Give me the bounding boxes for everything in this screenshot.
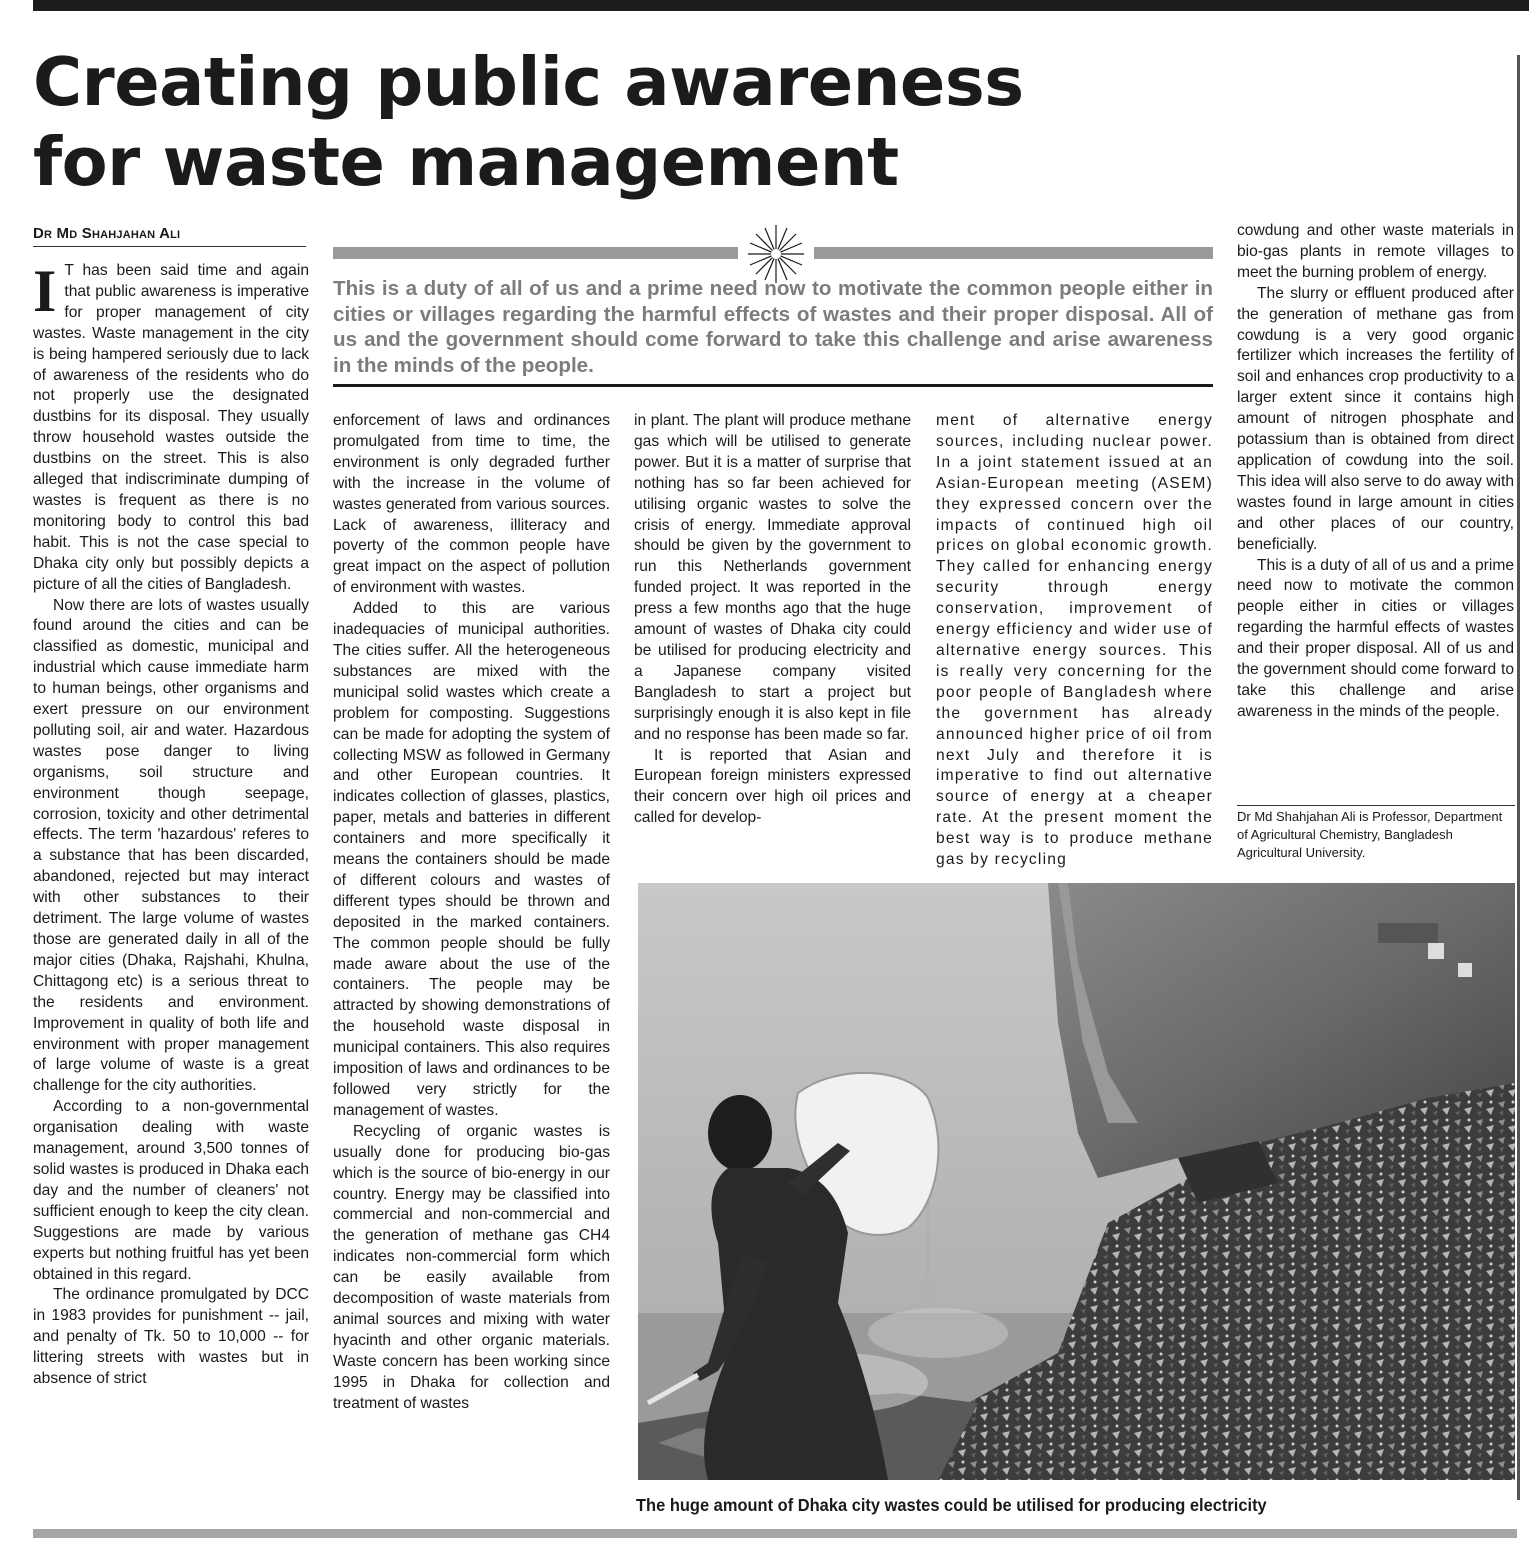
article-column-4	[936, 411, 1213, 871]
article-column-2	[333, 411, 610, 1415]
paragraph: ment of alternative energy sources, including nuclear power. In a joint statement issued at an Asian-European meeting (ASEM) they expressed concern over the impacts of continued high oil prices on global economic growth. They called for enhancing energy security through energy conservation, improvement of energy efficiency and wider use of alternative energy sources. This is really very concerning for the poor people of Bangladesh where the government has already announced higher price of oil from next July and therefore it is imperative to find out alternative source of energy at a cheaper rate. At the present moment the best way is to produce methane gas by recycling	[936, 412, 1213, 869]
photo-illustration	[638, 883, 1515, 1480]
article-photo	[638, 883, 1515, 1480]
photo-caption: The huge amount of Dhaka city wastes could be utilised for producing electricity	[636, 1495, 1267, 1515]
paragraph: cowdung and other waste materials in bio-gas plants in remote villages to meet the burning problem of energy.	[1237, 222, 1514, 281]
paragraph: This is a duty of all of us and a prime need now to motivate the common people either in cities or villages regarding the harmful effects of wastes and their proper disposal. All of us and the government should come forward to take this challenge and arise awareness in the minds of the people.	[1237, 556, 1514, 720]
paragraph: The slurry or effluent produced after the generation of methane gas from cowdung is a very good organic fertilizer which increases the fertility of soil and enhances crop productivity to a larger extent since it contains high amount of nitrogen phosphate and potassium than is obtained from direct application of cowdung into the soil. This idea will also serve to do away with wastes found in large amount in cities and other places of our country, beneficially.	[1237, 284, 1514, 553]
paragraph: I T has been said time and again that public awareness is imperative for proper management of city wastes. Waste management in the city is being hampered seriously due to lack of awareness of the residents who do not properly use the designated dustbins for its disposal. They usually throw household wastes outside the dustbins on the street. This is also alleged that indiscriminate dumping of wastes is frequent as there is no monitoring body to control this bad habit. This is not the case special to Dhaka city only but possibly depicts a picture of all the cities of Bangladesh.	[33, 258, 309, 593]
article-column-5	[1237, 221, 1514, 723]
paragraph: According to a non-governmental organisation dealing with waste management, around 3,500 tonnes of solid wastes is produced in Dhaka each day and the number of cleaners' not sufficient enough to keep the city clean. Suggestions are made by various experts but nothing fruitful has yet been obtained in this regard.	[33, 1098, 309, 1283]
author-byline: Dr Md Shahjahan Ali	[33, 224, 306, 247]
paragraph: Added to this are various inadequacies of municipal authorities. The cities suffer. All the heterogeneous substances are mixed with the municipal solid wastes which create a problem for composting. Suggestions can be made for adopting the system of collecting MSW as followed in Germany and other European countries. It indicates collection of glasses, plastics, paper, metals and batteries in different containers and more specifically it means the containers should be made of different colours and wastes of different types should be thrown and deposited in the marked containers. The common people should be fully made aware about the use of the containers. The people may be attracted by showing demonstrations of the household waste disposal in municipal containers. This also requires imposition of laws and ordinances to be followed very strictly for the management of wastes.	[333, 600, 610, 1119]
paragraph: in plant. The plant will produce methane gas which will be utilised to generate power. But it is a matter of surprise that nothing has so far been achieved for utilising organic wastes to solve the crisis of energy. Immediate approval should be given by the government to run this Netherlands government funded project. It was reported in the press a few months ago that the huge amount of wastes of Dhaka city could be utilised for producing electricity and a Japanese company visited Bangladesh to start a project but surprisingly enough it is also kept in file and no response has been made so far.	[634, 412, 911, 743]
pull-quote: This is a duty of all of us and a prime need now to motivate the common people either in cities or villages regarding the harmful effects of wastes and their proper disposal. All of us and the government should come forward to take this challenge and arise awareness in the minds of the people.	[333, 277, 1213, 377]
bottom-rule	[33, 1529, 1517, 1538]
paragraph: It is reported that Asian and European foreign ministers expressed their concern over high oil prices and called for develop-	[634, 746, 911, 827]
right-edge-rule	[1517, 55, 1520, 1500]
article-column-3	[634, 411, 911, 829]
drop-cap: I	[33, 258, 57, 324]
paragraph: Recycling of organic wastes is usually done for producing bio-gas which is the source of bio-energy in our country. Energy may be classified into commercial and non-commercial and the generation of methane gas CH4 indicates non-commercial form which can be easily available from decomposition of waste materials from animal sources and mixing with water hyacinth and other organic materials. Waste concern has been working since 1995 in Dhaka for collection and treatment of wastes	[333, 1122, 610, 1412]
article-headline: Creating public awareness for waste management	[33, 43, 1024, 201]
article-column-1	[33, 258, 309, 1390]
top-rule	[33, 0, 1529, 11]
author-bio: Dr Md Shahjahan Ali is Professor, Department of Agricultural Chemistry, Bangladesh Agricultural University.	[1237, 805, 1515, 862]
paragraph: The ordinance promulgated by DCC in 1983 provides for punishment -- jail, and penalty of Tk. 50 to 10,000 -- for littering streets with wastes but in absence of strict	[33, 1286, 309, 1388]
paragraph: Now there are lots of wastes usually found around the cities and can be classified as domestic, municipal and industrial which cause immediate harm to human beings, other organisms and exert pressure on our environment polluting soil, air and water. Hazardous wastes pose danger to living organisms, soil structure and environment though seepage, corrosion, toxicity and other detrimental effects. The term 'hazardous' referes to a substance that has been discarded, abandoned, rejected but may interact with other substances to their detriment. The large volume of wastes those are generated daily in all of the major cities (Dhaka, Rajshahi, Khulna, Chittagong etc) is a serious threat to the residents and environment. Improvement in quality of both life and environment with proper management of large volume of waste is a great challenge for the city authorities.	[33, 596, 309, 1095]
pullquote-bottom-rule	[333, 384, 1213, 387]
paragraph: enforcement of laws and ordinances promulgated from time to time, the environment is only degraded further with the increase in the volume of wastes generated from various sources. Lack of awareness, illiteracy and poverty of the common people have great impact on the aspect of pollution of environment with wastes.	[333, 412, 610, 597]
